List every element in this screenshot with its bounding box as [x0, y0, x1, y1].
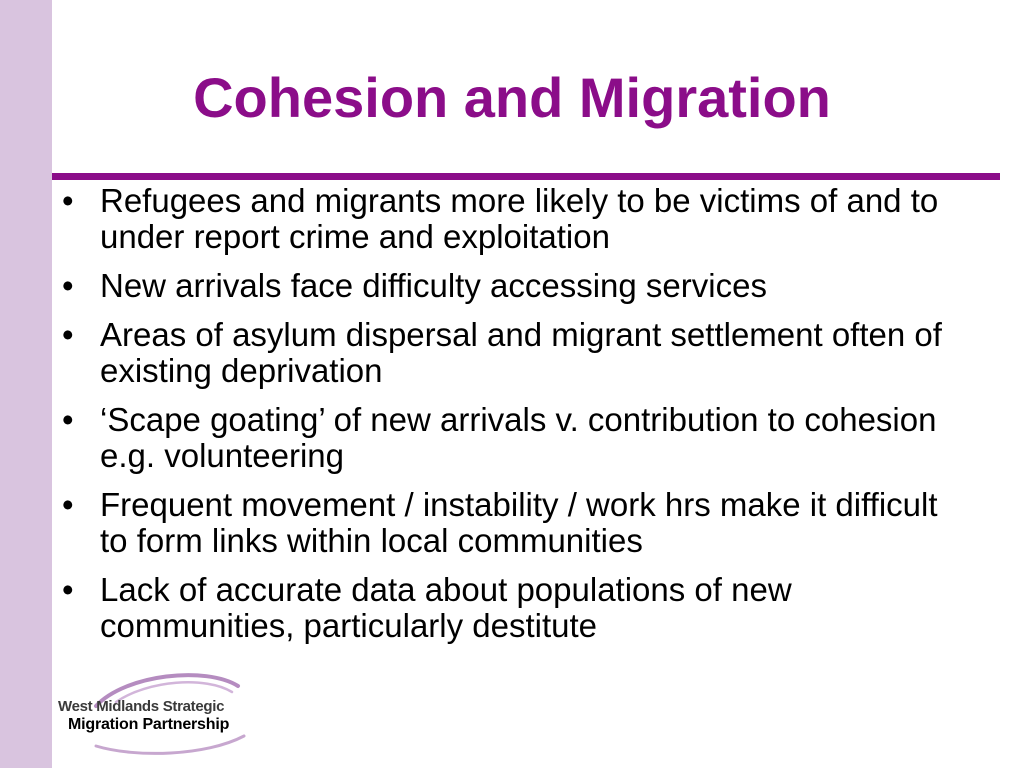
bullet-text: • New arrivals face difficulty accessing services: [100, 267, 767, 304]
logo-text-line1: West Midlands Strategic: [58, 698, 225, 715]
bullet-item: [58, 487, 958, 559]
bullet-item: [58, 183, 958, 255]
partnership-logo: [56, 666, 272, 758]
logo-text-line2: Migration Partnership: [68, 716, 230, 733]
bullet-text: • ‘Scape goating’ of new arrivals v. contribution to cohesion e.g. volunteering: [100, 401, 937, 474]
bullet-item: [58, 317, 958, 389]
bullet-text: • Areas of asylum dispersal and migrant settlement often of existing deprivation: [100, 316, 942, 389]
title-divider: [52, 173, 1000, 180]
left-accent-band: [0, 0, 52, 768]
bullet-text: • Frequent movement / instability / work hrs make it difficult to form links within local communities: [100, 486, 938, 559]
bullet-item: [58, 572, 958, 644]
bullet-list: [58, 183, 958, 657]
bullet-item: [58, 402, 958, 474]
bullet-item: [58, 268, 958, 304]
bullet-text: • Refugees and migrants more likely to be victims of and to under report crime and exploitation: [100, 182, 939, 255]
slide-title: Cohesion and Migration: [193, 66, 831, 129]
bullet-text: • Lack of accurate data about populations of new communities, particularly destitute: [100, 571, 792, 644]
